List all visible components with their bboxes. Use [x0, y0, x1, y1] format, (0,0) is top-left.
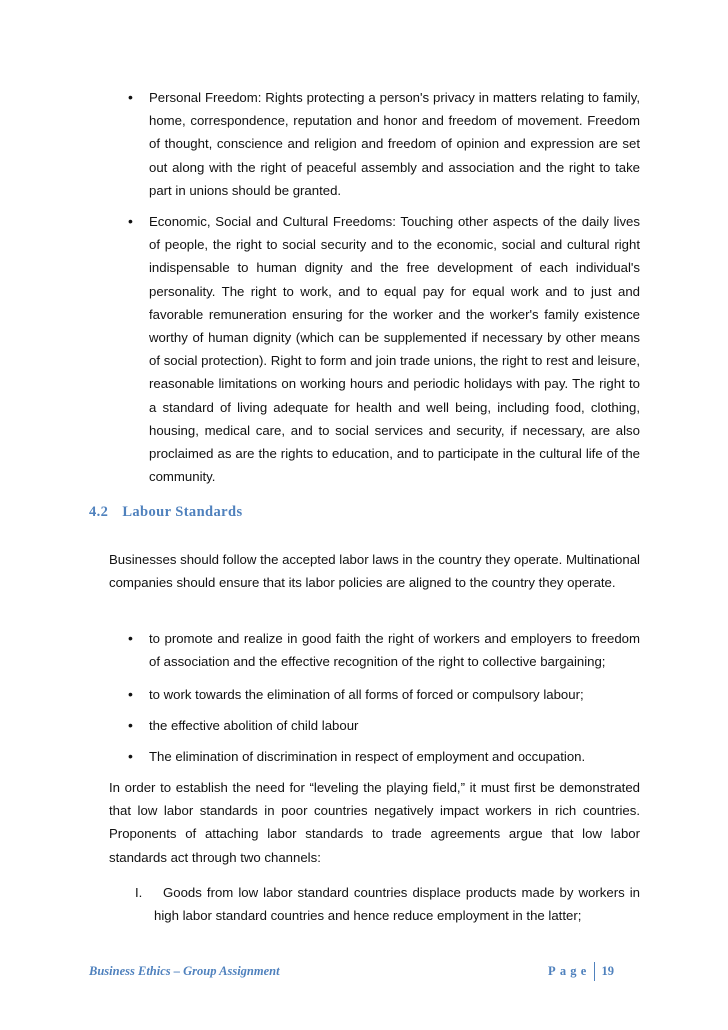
- bullet-marker: •: [128, 686, 133, 702]
- bullet-marker: •: [128, 630, 133, 646]
- roman-numeral: I.: [135, 885, 143, 900]
- footer-separator: [594, 962, 595, 981]
- labour-bullet-discrimination: The elimination of discrimination in respect of employment and occupation.: [149, 749, 586, 764]
- footer-title: Business Ethics – Group Assignment: [89, 964, 280, 978]
- bullet-personal-freedom: Personal Freedom: Rights protecting a person's privacy in matters relating to family, home, correspondence, reputation and honor and freedom of movement. Freedom of thought, conscience and religion and freedom of opinion and expression are set out along with the right of peaceful assembly and association and the right to take part in unions should be granted.: [149, 90, 640, 198]
- intro-paragraph: Businesses should follow the accepted labor laws in the country they operate. Multinational companies should ensure that its labor policies are aligned to the country they operate.: [109, 552, 640, 591]
- page-label: Page: [548, 964, 591, 978]
- section-number: 4.2: [89, 504, 109, 520]
- channel-item-one: Goods from low labor standard countries displace products made by workers in high labor standard countries and hence reduce employment in the latter;: [154, 885, 640, 924]
- labour-bullet-child-labour: the effective abolition of child labour: [149, 718, 359, 733]
- page-number: 19: [601, 964, 614, 978]
- bullet-economic-social-cultural: Economic, Social and Cultural Freedoms: Touching other aspects of the daily lives of people, the right to social security and to the economic, social and cultural right indispensable to human dignity and the free development of each individual's personality. The right to work, and to equal pay for equal work and to just and favorable remuneration ensuring for the worker and the worker's family existence worthy of human dignity (which can be supplemented if necessary by other means of social protection). Right to form and join trade unions, the right to rest and leisure, reasonable limitations on working hours and periodic holidays with pay. The right to a standard of living adequate for health and well being, including food, clothing, housing, medical care, and to social services and security, if necessary, are also proclaimed as are the rights to education, and to participate in the cultural life of the community.: [149, 214, 640, 485]
- bullet-marker: •: [128, 717, 133, 733]
- section-title: Labour Standards: [122, 504, 243, 520]
- bullet-marker: •: [128, 748, 133, 764]
- bullet-marker: •: [128, 213, 133, 229]
- footer-page-indicator: [548, 962, 614, 981]
- labour-bullet-freedom-of-association: to promote and realize in good faith the right of workers and employers to freedom of association and the effective recognition of the right to collective bargaining;: [149, 631, 640, 670]
- bullet-marker: •: [128, 89, 133, 105]
- labour-bullet-forced-labour: to work towards the elimination of all forms of forced or compulsory labour;: [149, 687, 584, 702]
- leveling-field-paragraph: In order to establish the need for “leveling the playing field,” it must first be demonstrated that low labor standards in poor countries negatively impact workers in rich countries. Proponents of attaching labor standards to trade agreements argue that low labor standards act through two channels:: [109, 780, 640, 865]
- section-heading: [89, 504, 243, 521]
